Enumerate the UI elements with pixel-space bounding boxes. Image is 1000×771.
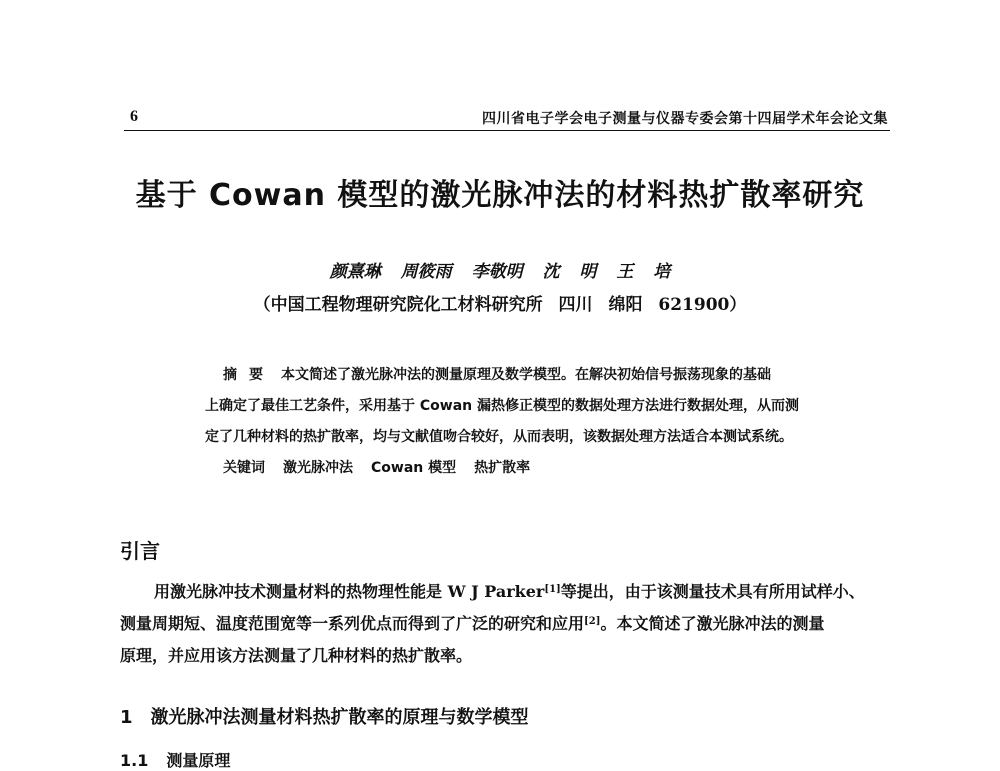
body-text: 等提出，由于该测量技术具有所用试样小、 <box>560 582 865 601</box>
running-header <box>124 106 890 128</box>
keywords-label: 关键词 <box>223 460 265 476</box>
section-title: 激光脉冲法测量材料热扩散率的原理与数学模型 <box>150 707 529 728</box>
abstract-line: 定了几种材料的热扩散率，均与文献值吻合较好，从而表明，该数据处理方法适合本测试系统。 <box>205 429 793 445</box>
section-heading <box>120 703 529 729</box>
body-text: 测量周期短、温度范围宽等一系列优点而得到了广泛的研究和应用 <box>120 614 585 633</box>
keyword: 激光脉冲法 <box>283 460 353 476</box>
keywords-line <box>205 453 830 484</box>
keyword: Cowan 模型 <box>371 460 457 476</box>
abstract-text: 本文简述了激光脉冲法的测量原理及数学模型。在解决初始信号振荡现象的基础 <box>281 367 771 383</box>
abstract-label: 摘要 <box>223 367 275 383</box>
affiliation: （中国工程物理研究院化工材料研究所 四川 绵阳 621900） <box>253 295 747 315</box>
body-line <box>120 576 895 608</box>
subsection-title: 测量原理 <box>166 751 231 770</box>
paper-title: 基于 Cowan 模型的激光脉冲法的材料热扩散率研究 <box>135 178 865 213</box>
header-rule <box>124 130 890 131</box>
intro-body <box>120 576 895 672</box>
body-text: 用激光脉冲技术测量材料的热物理性能是 W J Parker <box>154 582 545 601</box>
abstract-line <box>205 360 830 391</box>
abstract-block <box>205 360 830 484</box>
body-line <box>120 608 895 640</box>
citation-ref: [2] <box>584 616 601 627</box>
keyword: 热扩散率 <box>474 460 531 476</box>
intro-heading: 引言 <box>120 539 160 563</box>
body-text: 。本文简述了激光脉冲法的测量 <box>600 614 825 633</box>
subsection-number: 1.1 <box>120 751 149 770</box>
author-list: 颜熹琳 周筱雨 李敬明 沈 明 王 培 <box>329 262 671 282</box>
journal-title: 四川省电子学会电子测量与仪器专委会第十四届学术年会论文集 <box>482 111 888 127</box>
body-line: 原理，并应用该方法测量了几种材料的热扩散率。 <box>120 646 473 665</box>
section-number: 1 <box>120 707 133 728</box>
page-number: 6 <box>130 108 138 125</box>
abstract-line: 上确定了最佳工艺条件，采用基于 Cowan 漏热修正模型的数据处理方法进行数据处理，从而测 <box>205 398 799 414</box>
citation-ref: [1] <box>544 584 561 595</box>
